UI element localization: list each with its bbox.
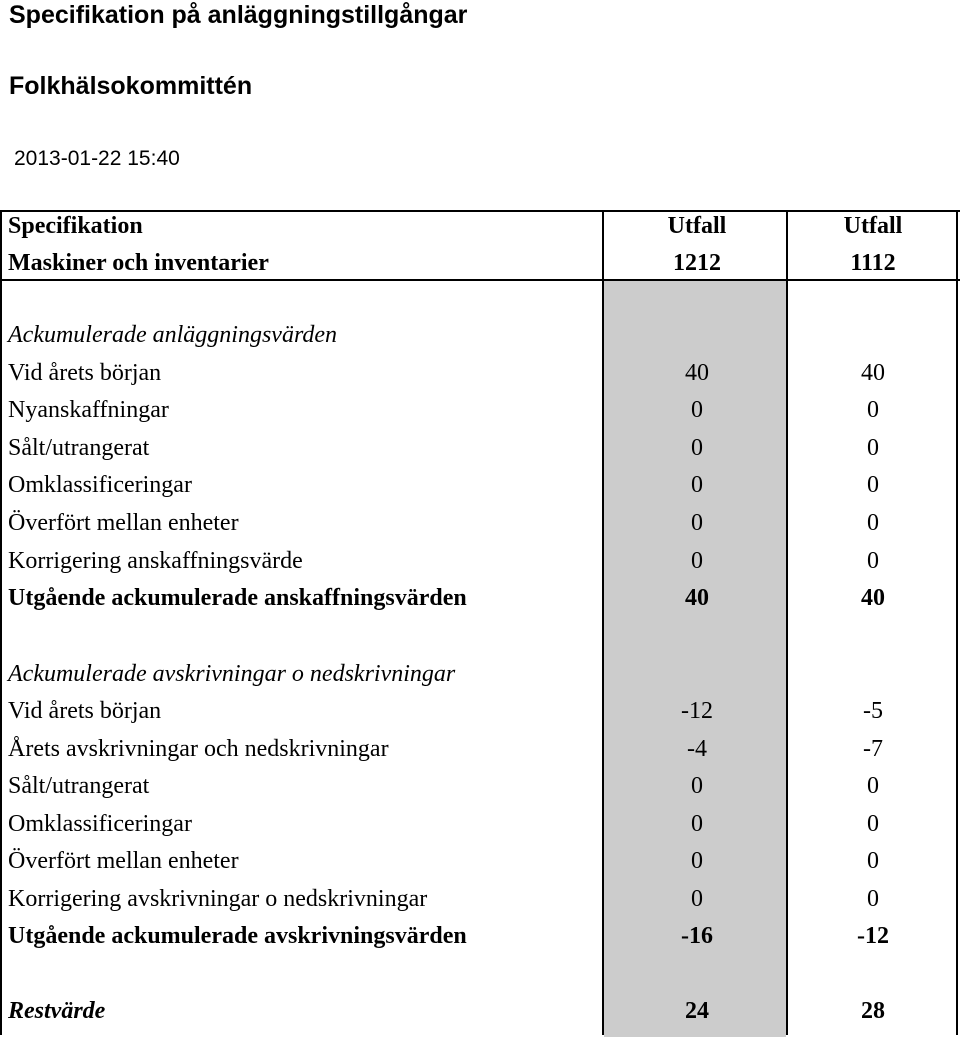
- total-col1: 40: [685, 585, 709, 611]
- row-col2: 0: [867, 510, 879, 536]
- table-row: [0, 843, 960, 880]
- table-row: [0, 467, 960, 504]
- row-col2: 0: [867, 435, 879, 461]
- header-row-account: [0, 245, 960, 282]
- row-label: Överfört mellan enheter: [8, 510, 239, 536]
- total-col1: -16: [681, 923, 713, 949]
- row-col1: 0: [691, 886, 703, 912]
- row-col1: 0: [691, 548, 703, 574]
- row-col1: -4: [687, 736, 707, 762]
- row-col2: -5: [863, 698, 883, 724]
- row-col1: 0: [691, 848, 703, 874]
- total-row-anskaffning: [0, 580, 960, 617]
- table-row: [0, 543, 960, 580]
- header-col1: 1212: [673, 250, 721, 276]
- restvarde-col1: 24: [685, 998, 709, 1024]
- row-col2: 0: [867, 773, 879, 799]
- header-label: Maskiner och inventarier: [8, 250, 269, 276]
- report-timestamp: 2013-01-22 15:40: [14, 147, 180, 170]
- row-col1: 40: [685, 360, 709, 386]
- row-col2: 0: [867, 848, 879, 874]
- row-label: Överfört mellan enheter: [8, 848, 239, 874]
- row-col2: -7: [863, 736, 883, 762]
- row-col1: 0: [691, 435, 703, 461]
- restvarde-col2: 28: [861, 998, 885, 1024]
- header-col2: Utfall: [843, 213, 903, 239]
- row-col2: 40: [861, 360, 885, 386]
- row-label: Korrigering anskaffningsvärde: [8, 548, 303, 574]
- restvarde-label: Restvärde: [8, 998, 106, 1024]
- row-col2: 0: [867, 811, 879, 837]
- section-title-label: Ackumulerade avskrivningar o nedskrivningar: [8, 661, 456, 687]
- table-row: [0, 693, 960, 730]
- header-col2: 1112: [850, 250, 896, 276]
- row-col2: 0: [867, 548, 879, 574]
- row-label: Vid årets början: [8, 698, 162, 724]
- asset-specification-table: [0, 210, 960, 1035]
- row-label: Vid årets början: [8, 360, 162, 386]
- row-col1: 0: [691, 472, 703, 498]
- row-col2: 0: [867, 397, 879, 423]
- row-col1: 0: [691, 811, 703, 837]
- row-label: Sålt/utrangerat: [8, 773, 150, 799]
- row-label: Omklassificeringar: [8, 472, 192, 498]
- row-label: Korrigering avskrivningar o nedskrivningar: [8, 886, 428, 912]
- row-label: Nyanskaffningar: [8, 397, 169, 423]
- row-col1: -12: [681, 698, 713, 724]
- committee-name: Folkhälsokommittén: [9, 72, 253, 100]
- total-col2: 40: [861, 585, 885, 611]
- row-label: Omklassificeringar: [8, 811, 192, 837]
- total-label: Utgående ackumulerade anskaffningsvärden: [8, 585, 467, 611]
- header-row-specifikation: [0, 208, 960, 245]
- table-row: [0, 355, 960, 392]
- table-row: [0, 430, 960, 467]
- row-col1: 0: [691, 397, 703, 423]
- table-row: [0, 392, 960, 429]
- total-col2: -12: [857, 923, 889, 949]
- table-row: [0, 806, 960, 843]
- total-label: Utgående ackumulerade avskrivningsvärden: [8, 923, 467, 949]
- row-label: Årets avskrivningar och nedskrivningar: [8, 736, 389, 762]
- section-title-avskrivning: [0, 656, 960, 693]
- report-title: Specifikation på anläggningstillgångar: [9, 1, 468, 29]
- section-title-label: Ackumulerade anläggningsvärden: [8, 322, 338, 348]
- total-row-avskrivning: [0, 918, 960, 955]
- row-col1: 0: [691, 773, 703, 799]
- table-row: [0, 731, 960, 768]
- row-col2: 0: [867, 472, 879, 498]
- row-label: Sålt/utrangerat: [8, 435, 150, 461]
- header-label: Specifikation: [8, 213, 143, 239]
- row-col1: 0: [691, 510, 703, 536]
- table-row: [0, 881, 960, 918]
- restvarde-row: [0, 993, 960, 1030]
- header-col1: Utfall: [667, 213, 727, 239]
- section-title-anskaffning: [0, 317, 960, 354]
- table-row: [0, 768, 960, 805]
- table-row: [0, 505, 960, 542]
- row-col2: 0: [867, 886, 879, 912]
